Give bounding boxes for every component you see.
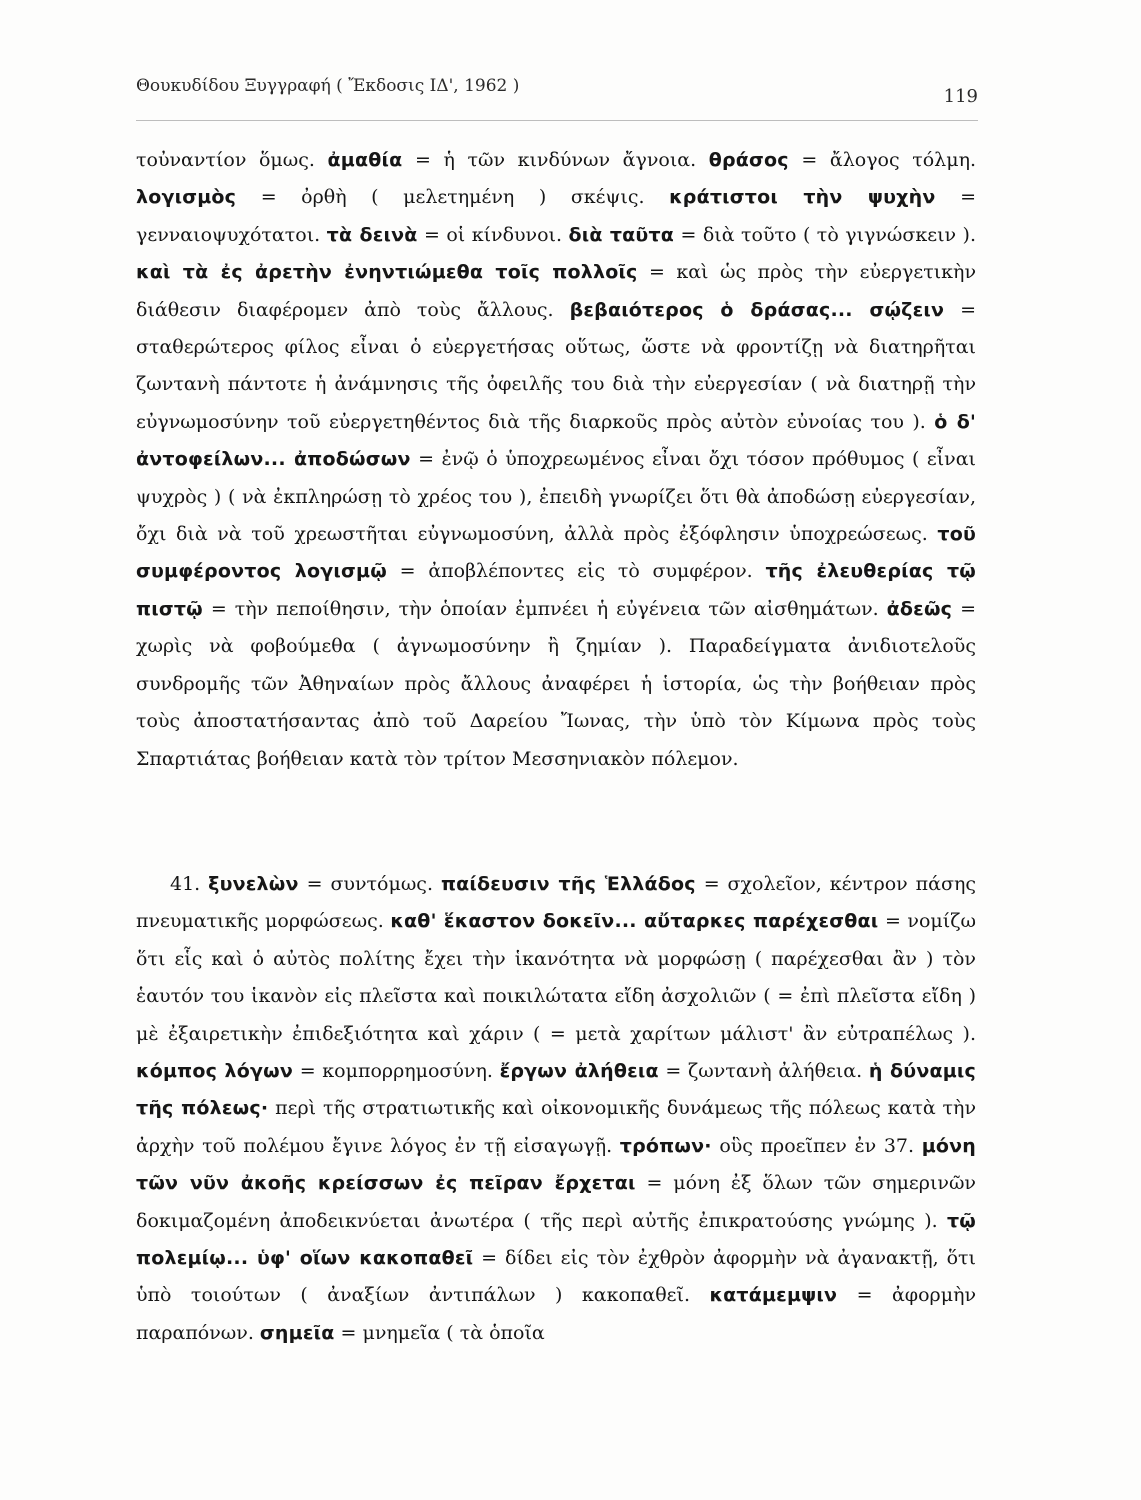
lemma-term: βεβαιότερος ὁ δράσας... σῴζειν xyxy=(569,298,945,321)
gloss-text: = ἀφορμὴν παραπόνων. xyxy=(136,1284,977,1344)
commentary-paragraph-41 xyxy=(136,866,976,1352)
lemma-term: σημεῖα xyxy=(259,1321,335,1344)
gloss-text: = ἀποβλέποντες εἰς τὸ συμφέρον. xyxy=(386,560,766,583)
gloss-text: = ἡ τῶν κινδύνων ἄγνοια. xyxy=(402,149,709,171)
lemma-term: μόνη τῶν νῦν ἀκοῆς κρείσσων ἐς πεῖραν ἔρχεται xyxy=(136,1134,976,1195)
lemma-term: καὶ τὰ ἐς ἀρετὴν ἐνηντιώμεθα τοῖς πολλοῖς xyxy=(136,261,638,284)
lemma-term: καθ' ἕκαστον δοκεῖν... αὔταρκες παρέχεσθαι xyxy=(390,910,879,933)
gloss-text: = τὴν πεποίθησιν, τὴν ὁποίαν ἐμπνέει ἡ εὐγένεια τῶν αἰσθημάτων. xyxy=(202,597,887,620)
section-number: 41. xyxy=(170,873,201,895)
gloss-text: = μόνη ἐξ ὅλων τῶν σημερινῶν δοκιμαζομένη ἀποδεικνύεται ἀνωτέρα ( τῆς περὶ αὐτῆς ἐπικρατούσης γνώμης ). xyxy=(136,1172,976,1232)
page-header xyxy=(136,76,978,106)
lemma-term: διὰ ταῦτα xyxy=(568,223,675,246)
lemma-term: τῷ πολεμίῳ... ὑφ' οἵων κακοπαθεῖ xyxy=(136,1209,976,1270)
lemma-term: παίδευσιν τῆς Ἑλλάδος xyxy=(440,873,696,895)
gloss-text: = μνημεῖα ( τὰ ὁποῖα xyxy=(334,1321,545,1344)
gloss-text: = σχολεῖον, κέντρον πάσης πνευματικῆς μορφώσεως. xyxy=(136,873,976,933)
running-title: Θουκυδίδου Ξυγγραφή ( Ἔκδοσις ΙΔ', 1962 ) xyxy=(136,76,520,96)
lemma-term: τῆς ἐλευθερίας τῷ πιστῷ xyxy=(136,560,977,620)
lemma-term: ἡ δύναμις τῆς πόλεως· xyxy=(136,1060,976,1120)
gloss-text: = συντόμως. xyxy=(298,873,441,895)
gloss-text: = νομίζω ὅτι εἷς καὶ ὁ αὐτὸς πολίτης ἔχει τὴν ἱκανότητα νὰ μορφώσῃ ( παρέχεσθαι ἂν ) τὸν ἑαυτόν του ἱκανὸν εἰς πλεῖστα καὶ ποικιλώτατα εἴδη ἀσχολιῶν ( = ἐπὶ πλεῖστα εἴδη ) μὲ ἐξαιρετικὴν ἐπιδεξιότητα καὶ χάριν ( = μετὰ χαρίτων μάλιστ' ἂν εὐτραπέλως ). xyxy=(136,910,977,1045)
gloss-text: τοὐναντίον ὅμως. xyxy=(136,149,328,171)
lemma-term: κράτιστοι τὴν ψυχὴν xyxy=(669,186,936,209)
lemma-term: ξυνελὼν xyxy=(208,873,299,895)
gloss-text: = καὶ ὡς πρὸς τὴν εὐεργετικὴν διάθεσιν διαφέρομεν ἀπὸ τοὺς ἄλλους. xyxy=(136,261,976,321)
gloss-text: = σταθερώτερος φίλος εἶναι ὁ εὐεργετήσας οὕτως, ὥστε νὰ φροντίζῃ νὰ διατηρῆται ζωντανὴ πάντοτε ἡ ἀνάμνησις τῆς ὀφειλῆς του διὰ τὴν εὐεργεσίαν ( νὰ διατηρῇ τὴν εὐγνωμοσύνην τοῦ εὐεργετηθέντος διὰ τῆς διαρκοῦς πρὸς αὐτὸν εὐνοίας του ). xyxy=(136,298,977,433)
gloss-text: = ζωντανὴ ἀλήθεια. xyxy=(658,1060,869,1083)
gloss-text: = οἱ κίνδυνοι. xyxy=(417,223,569,246)
gloss-text: οὓς προεῖπεν ἐν 37. xyxy=(711,1134,922,1157)
gloss-text: = ὀρθὴ ( μελετημένη ) σκέψις. xyxy=(236,186,670,209)
lemma-term: κατάμεμψιν xyxy=(709,1284,838,1307)
gloss-text: = δίδει εἰς τὸν ἐχθρὸν ἀφορμὴν νὰ ἀγανακτῇ, ὅτι ὑπὸ τοιούτων ( ἀναξίων ἀντιπάλων ) κακοπαθεῖ. xyxy=(136,1247,976,1307)
lemma-term: θράσος xyxy=(708,149,789,171)
page-number: 119 xyxy=(943,86,978,107)
commentary-paragraph xyxy=(136,142,976,778)
lemma-term: τρόπων· xyxy=(619,1134,712,1157)
gloss-text: = κομπορρημοσύνη. xyxy=(293,1060,500,1083)
lemma-term: ἔργων ἀλήθεια xyxy=(499,1060,659,1083)
lemma-term: κόμπος λόγων xyxy=(136,1060,294,1083)
lemma-term: ὁ δ' ἀντοφείλων... ἀποδώσων xyxy=(136,410,976,471)
lemma-term: ἀμαθία xyxy=(327,149,403,171)
header-divider xyxy=(136,120,978,121)
gloss-text: = ἄλογος τόλμη. xyxy=(788,149,976,171)
lemma-term: τὰ δεινὰ xyxy=(326,223,418,246)
gloss-text: = χωρὶς νὰ φοβούμεθα ( ἀγνωμοσύνην ἢ ζημίαν ). Παραδείγματα ἀνιδιοτελοῦς συνδρομῆς τῶν Ἀθηναίων πρὸς ἄλλους ἀναφέρει ἡ ἱστορία, ὡς τὴν βοήθειαν πρὸς τοὺς ἀποστατήσαντας ἀπὸ τοῦ Δαρείου Ἴωνας, τὴν ὑπὸ τὸν Κίμωνα πρὸς τοὺς Σπαρτιάτας βοήθειαν κατὰ τὸν τρίτον Μεσσηνιακὸν πόλεμον. xyxy=(136,597,976,770)
lemma-term: τοῦ συμφέροντος λογισμῷ xyxy=(136,523,976,583)
gloss-text: περὶ τῆς στρατιωτικῆς καὶ οἰκονομικῆς δυνάμεως τῆς πόλεως κατὰ τὴν ἀρχὴν τοῦ πολέμου ἔγινε λόγος ἐν τῇ εἰσαγωγῇ. xyxy=(136,1097,976,1157)
gloss-text: = ἐνῷ ὁ ὑποχρεωμένος εἶναι ὄχι τόσον πρόθυμος ( εἶναι ψυχρὸς ) ( νὰ ἐκπληρώσῃ τὸ χρέος του ), ἐπειδὴ γνωρίζει ὅτι θὰ ἀποδώσῃ εὐεργεσίαν, ὄχι διὰ νὰ τοῦ χρεωστῆται εὐγνωμοσύνη, ἀλλὰ πρὸς ἐξόφλησιν ὑποχρεώσεως. xyxy=(136,448,977,546)
lemma-term: ἀδεῶς xyxy=(886,597,953,620)
gloss-text: = διὰ τοῦτο ( τὸ γιγνώσκειν ). xyxy=(674,223,977,246)
lemma-term: λογισμὸς xyxy=(136,186,237,209)
gloss-text: = γενναιοψυχότατοι. xyxy=(136,186,976,246)
